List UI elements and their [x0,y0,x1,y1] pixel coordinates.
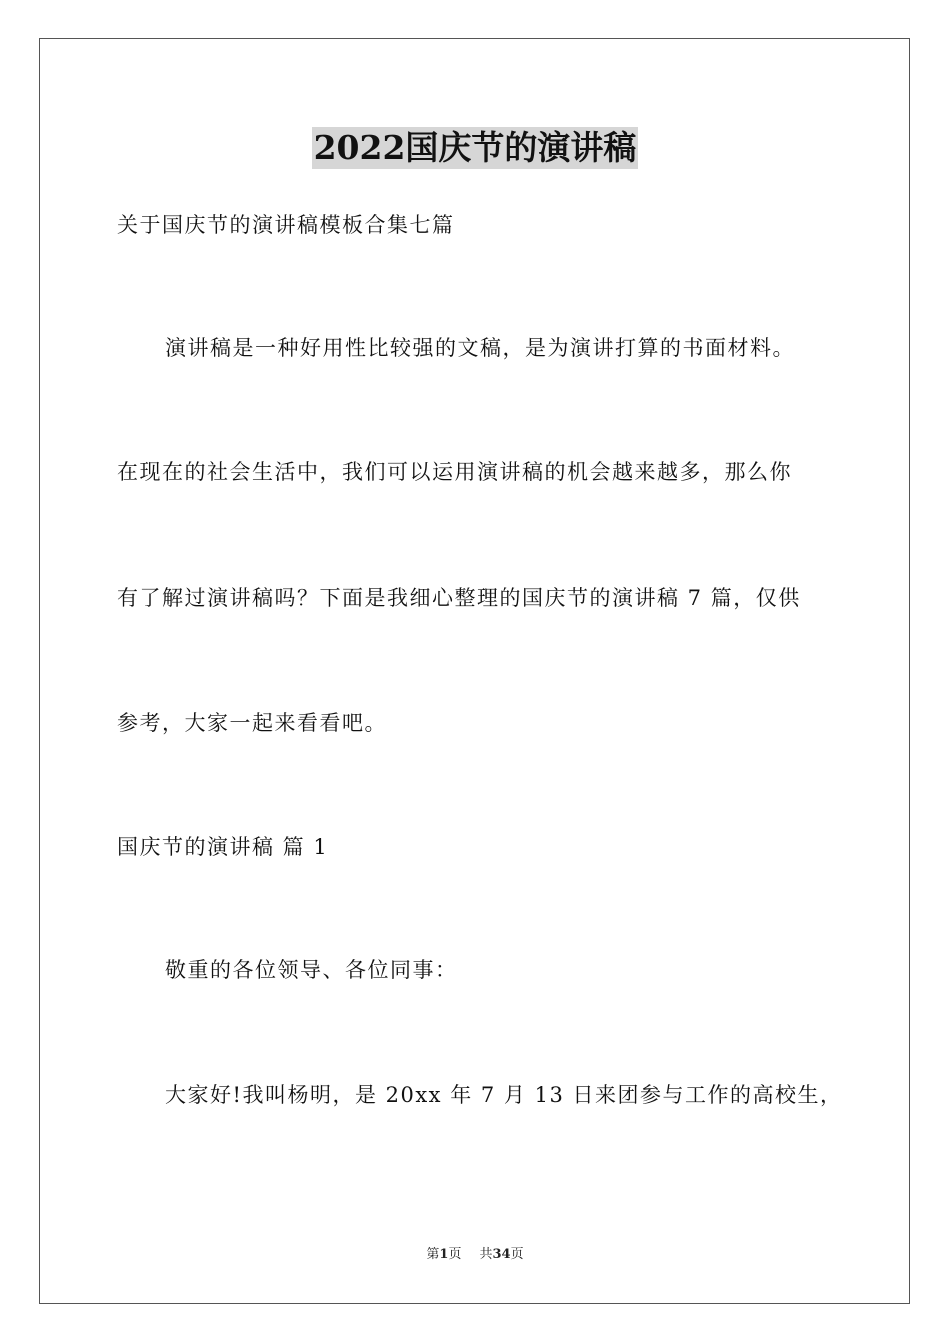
page-suffix: 页 [448,1247,462,1262]
document-subtitle: 关于国庆节的演讲稿模板合集七篇 [117,213,455,237]
total-pages: 34 [492,1247,511,1262]
total-prefix: 共 [479,1247,493,1262]
section-heading: 国庆节的演讲稿 篇 1 [117,835,329,859]
paragraph-line: 大家好!我叫杨明，是 20xx 年 7 月 13 日来团参与工作的高校生， [165,1083,843,1107]
document-title: 2022国庆节的演讲稿 [313,128,637,167]
total-suffix: 页 [510,1247,524,1262]
paragraph-line: 敬重的各位领导、各位同事： [165,958,458,982]
paragraph-line: 在现在的社会生活中，我们可以运用演讲稿的机会越来越多，那么你 [117,460,792,484]
title-container [0,127,950,169]
page-footer [0,1246,950,1264]
paragraph-line: 演讲稿是一种好用性比较强的文稿，是为演讲打算的书面材料。 [165,336,795,360]
page-number: 1 [439,1247,449,1262]
paragraph-line: 参考，大家一起来看看吧。 [117,711,387,735]
paragraph-line: 有了解过演讲稿吗？下面是我细心整理的国庆节的演讲稿 7 篇，仅供 [117,586,801,610]
page-prefix: 第 [426,1247,440,1262]
